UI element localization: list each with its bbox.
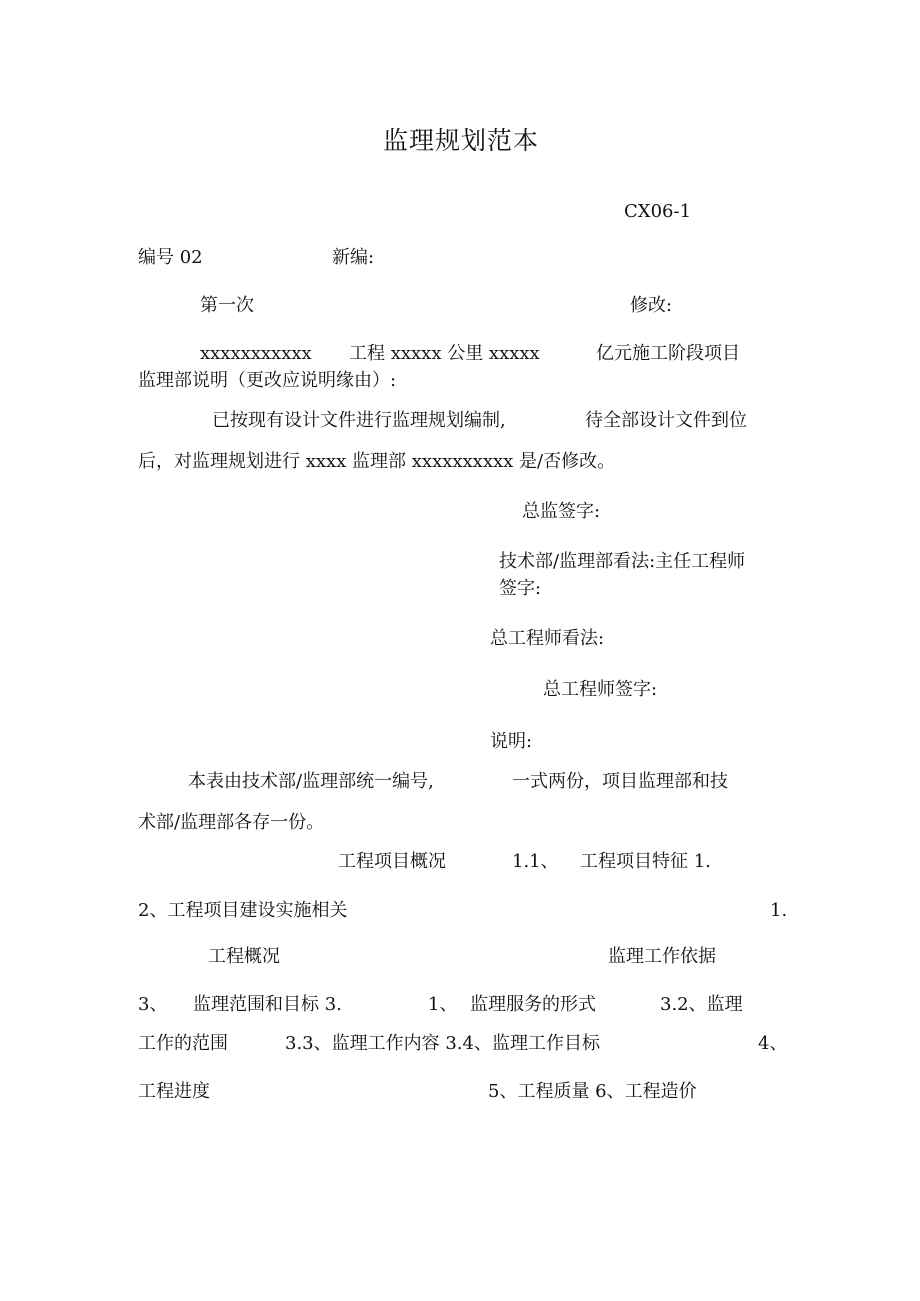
form-code: CX06-1 <box>624 201 692 222</box>
chief-engineer-sign: 总工程师签字: <box>543 679 658 700</box>
number-label: 编号 02 <box>138 247 203 268</box>
explanation-line2: 术部/监理部各存一份。 <box>138 812 325 833</box>
toc-3-3-3-4: 3.3、监理工作内容 3.4、监理工作目标 <box>285 1033 600 1054</box>
toc-section-4: 4、 <box>758 1033 788 1054</box>
explanation-line1a: 本表由技术部/监理部统一编号, <box>188 771 434 792</box>
dept-note-label: 监理部说明（更改应说明缘由）: <box>138 370 397 391</box>
first-time-label: 第一次 <box>200 295 254 316</box>
toc-project-overview: 工程项目概况 <box>338 851 446 872</box>
toc-progress: 工程进度 <box>138 1081 210 1102</box>
toc-section-2: 2、工程项目建设实施相关 <box>138 900 348 921</box>
explanation-line1b: 一式两份，项目监理部和技 <box>512 771 728 792</box>
toc-3-2: 3.2、监理 <box>660 994 743 1015</box>
toc-1: 1. <box>770 900 788 921</box>
revise-label: 修改: <box>630 295 673 316</box>
new-edit-label: 新编: <box>332 247 375 268</box>
dept-note-line1a: 已按现有设计文件进行监理规划编制, <box>212 410 506 431</box>
project-stage: 亿元施工阶段项目 <box>596 343 740 364</box>
toc-quality-cost: 5、工程质量 6、工程造价 <box>488 1081 697 1102</box>
toc-1-1: 1.1、 <box>512 851 559 872</box>
toc-basis: 监理工作依据 <box>608 946 716 967</box>
toc-scope-goals: 监理范围和目标 3. <box>193 994 342 1015</box>
dept-note-line2: 后，对监理规划进行 xxxx 监理部 xxxxxxxxxx 是/否修改。 <box>138 451 616 472</box>
tech-dept-sign: 签字: <box>499 578 542 599</box>
toc-overview: 工程概况 <box>208 946 280 967</box>
chief-supervisor-sign: 总监签字: <box>522 501 601 522</box>
tech-dept-opinion: 技术部/监理部看法:主任工程师 <box>499 551 746 572</box>
toc-section-3: 3、 <box>138 994 168 1015</box>
toc-3-1-num: 1、 <box>428 994 458 1015</box>
dept-note-line1b: 待全部设计文件到位 <box>585 410 747 431</box>
page-title: 监理规划范本 <box>383 126 540 155</box>
project-placeholder: xxxxxxxxxxx <box>200 343 312 364</box>
toc-work-scope: 工作的范围 <box>138 1033 228 1054</box>
chief-engineer-opinion: 总工程师看法: <box>490 628 605 649</box>
toc-project-features: 工程项目特征 1. <box>580 851 711 872</box>
toc-service-form: 监理服务的形式 <box>470 994 596 1015</box>
project-name: 工程 xxxxx 公里 xxxxx <box>349 343 540 364</box>
explanation-label: 说明: <box>490 731 533 752</box>
